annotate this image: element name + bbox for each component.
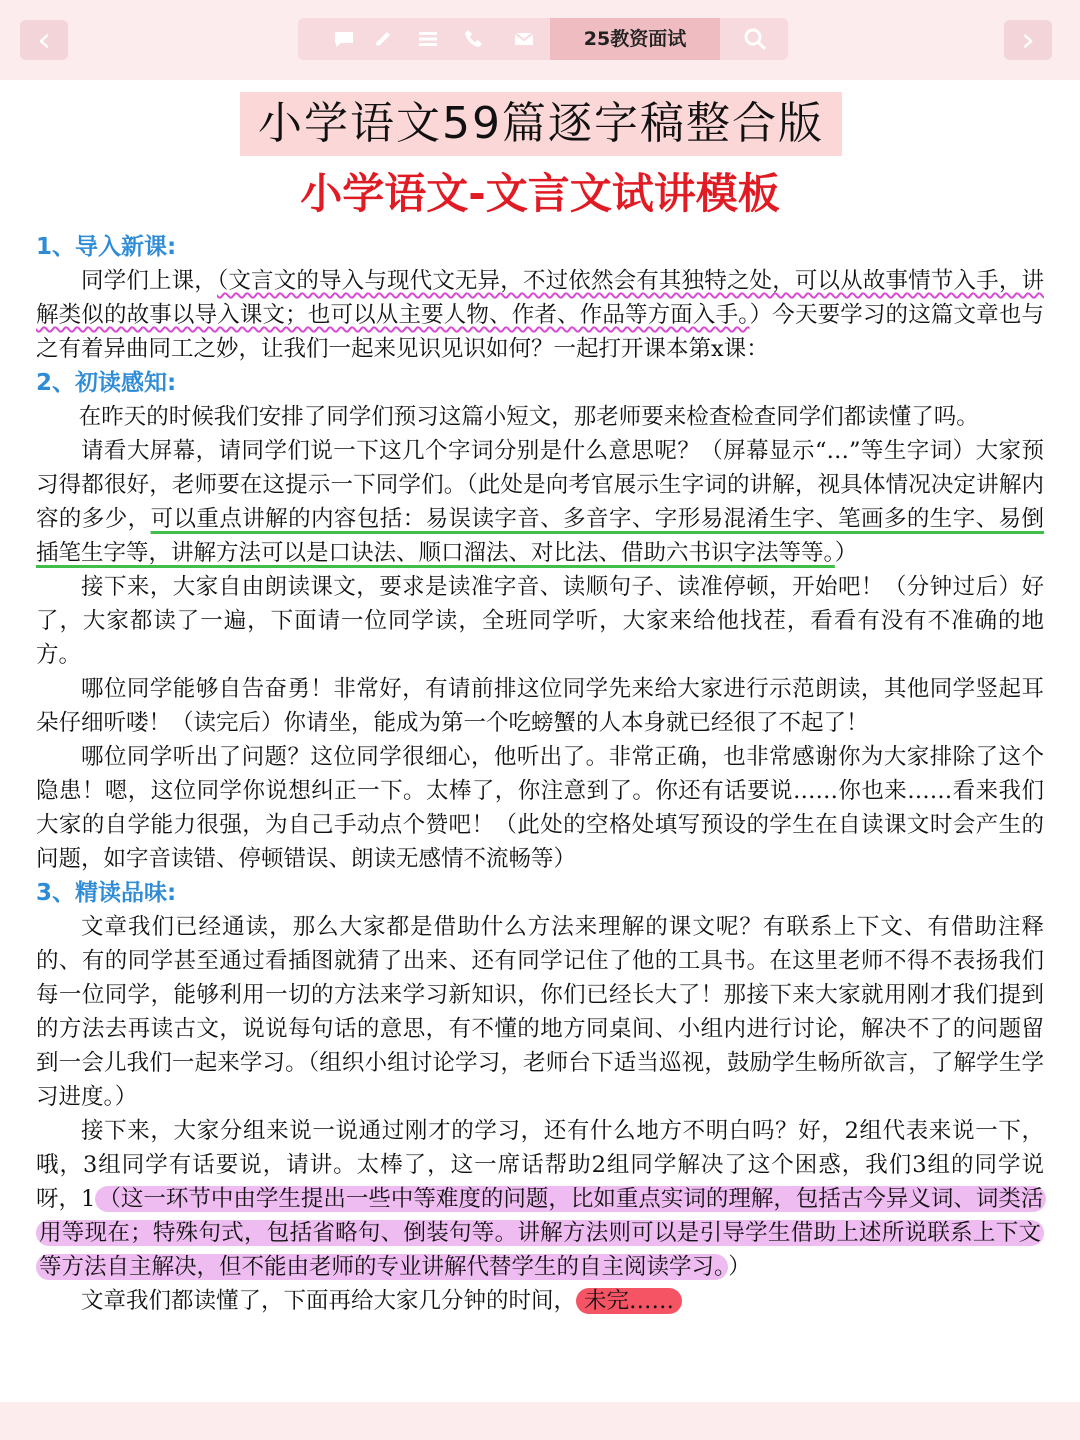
top-bar: [0, 0, 1080, 86]
sub-title: 小学语文-文言文试讲模板: [300, 169, 780, 218]
paragraph-text: 请看大屏幕，请同学们说一下这几个字词分别是什么意思呢？（屏幕显示“…”等生字词）大家预习得都很好，老师要在这提示一下同学们。（此处是向考官展示生字词的讲解，视具体情况决定讲解内容的多少，: [36, 438, 1044, 532]
mail-icon[interactable]: [512, 27, 536, 51]
search-icon[interactable]: [742, 26, 768, 52]
phone-icon[interactable]: [462, 27, 486, 51]
toolbar-title: 25教资面试: [583, 28, 687, 50]
main-title-box: [240, 92, 842, 156]
unfinished-marker: 未完……: [576, 1288, 682, 1314]
paragraph: 接下来，大家自由朗读课文，要求是读准字音、读顺句子、读准停顿，开始吧！（分钟过后）好了，大家都读了一遍，下面请一位同学读，全班同学听，大家来给他找茬，看看有没有不准确的地方。: [36, 574, 1044, 668]
paragraph-text: 接下来，大家分组来说一说通过刚才的学习，还有什么地方不明白吗？好，2组代表来说一下，哦，3组同学有话要说，请讲。太棒了，这一席话帮助2组同学解决了这个困惑，我们3组的同学说呀，1: [36, 1118, 1044, 1212]
section-heading-2: 2、初读感知:: [36, 370, 177, 396]
purple-highlighted-text: （这一环节中由学生提出一些中等难度的问题，比如重点实词的理解，包括古今异义词、词类活用等现在；特殊句式，包括省略句、倒装句等。讲解方法则可以是引导学生借助上述所说联系上下文等方法自主解决，但不能由老师的专业讲解代替学生的自主阅读学习。: [36, 1186, 1046, 1280]
reader-toolbar: [298, 18, 788, 60]
paragraph: [36, 1114, 1044, 1284]
paragraph: [36, 434, 1044, 570]
section-heading-3: 3、精读品味:: [36, 880, 177, 906]
paragraph: [36, 264, 1044, 366]
section-heading-1: 1、导入新课:: [36, 234, 177, 260]
paragraph-text: 文章我们都读懂了，下面再给大家几分钟的时间，: [81, 1288, 577, 1314]
paragraph: [36, 1284, 1044, 1318]
back-button[interactable]: [20, 20, 68, 60]
paragraph-text: 同学们上课，: [81, 268, 217, 294]
pen-icon[interactable]: [372, 27, 396, 51]
main-title: 小学语文59篇逐字稿整合版: [258, 98, 824, 149]
green-underlined-text: 可以重点讲解的内容包括：易误读字音、多音字、字形易混淆生字、笔画多的生字、易倒插笔生字等，讲解方法可以是口诀法、顺口溜法、对比法、借助六书识字法等等。: [36, 506, 1044, 566]
wavy-underlined-text: （文言文的导入与现代文无异，不过依然会有其独特之处，可以从故事情节入手，讲解类似的故事以导入课文；也可以从主要人物、作者、作品等方面入手。: [36, 268, 1044, 328]
paragraph-text: ）: [728, 1254, 751, 1280]
document-page: [0, 80, 1080, 1402]
toolbar-title-tab[interactable]: [550, 18, 720, 60]
paragraph: 在昨天的时候我们安排了同学们预习这篇小短文，那老师要来检查检查同学们都读懂了吗。: [78, 404, 979, 430]
paragraph-text: ）: [834, 540, 858, 566]
chevron-left-icon: ‹: [37, 20, 51, 60]
list-icon[interactable]: [416, 27, 440, 51]
chat-icon[interactable]: [332, 27, 356, 51]
document-content: [36, 230, 1044, 1318]
paragraph-text: ）今天要学习的这篇文章也与之有着异曲同工之妙，让我们一起来见识见识如何？一起打开课本第x课：: [36, 302, 1044, 362]
paragraph: 哪位同学能够自告奋勇！非常好，有请前排这位同学先来给大家进行示范朗读，其他同学竖起耳朵仔细听喽！（读完后）你请坐，能成为第一个吃螃蟹的人本身就已经很了不起了！: [36, 676, 1044, 736]
paragraph: 哪位同学听出了问题？这位同学很细心，他听出了。非常正确，也非常感谢你为大家排除了这个隐患！嗯，这位同学你说想纠正一下。太棒了，你注意到了。你还有话要说……你也来……看来我们大家的自学能力很强，为自己手动点个赞吧！（此处的空格处填写预设的学生在自读课文时会产生的问题，如字音读错、停顿错误、朗读无感情不流畅等）: [36, 744, 1044, 872]
paragraph: 文章我们已经通读，那么大家都是借助什么方法来理解的课文呢？有联系上下文、有借助注释的、有的同学甚至通过看插图就猜了出来、还有同学记住了他的工具书。在这里老师不得不表扬我们每一位同学，能够利用一切的方法来学习新知识，你们已经长大了！那接下来大家就用刚才我们提到的方法去再读古文，说说每句话的意思，有不懂的地方同桌间、小组内进行讨论，解决不了的问题留到一会儿我们一起来学习。（组织小组讨论学习，老师台下适当巡视，鼓励学生畅所欲言，了解学生学习进度。）: [36, 914, 1044, 1110]
forward-button[interactable]: [1004, 20, 1052, 60]
chevron-right-icon: ›: [1021, 20, 1035, 60]
